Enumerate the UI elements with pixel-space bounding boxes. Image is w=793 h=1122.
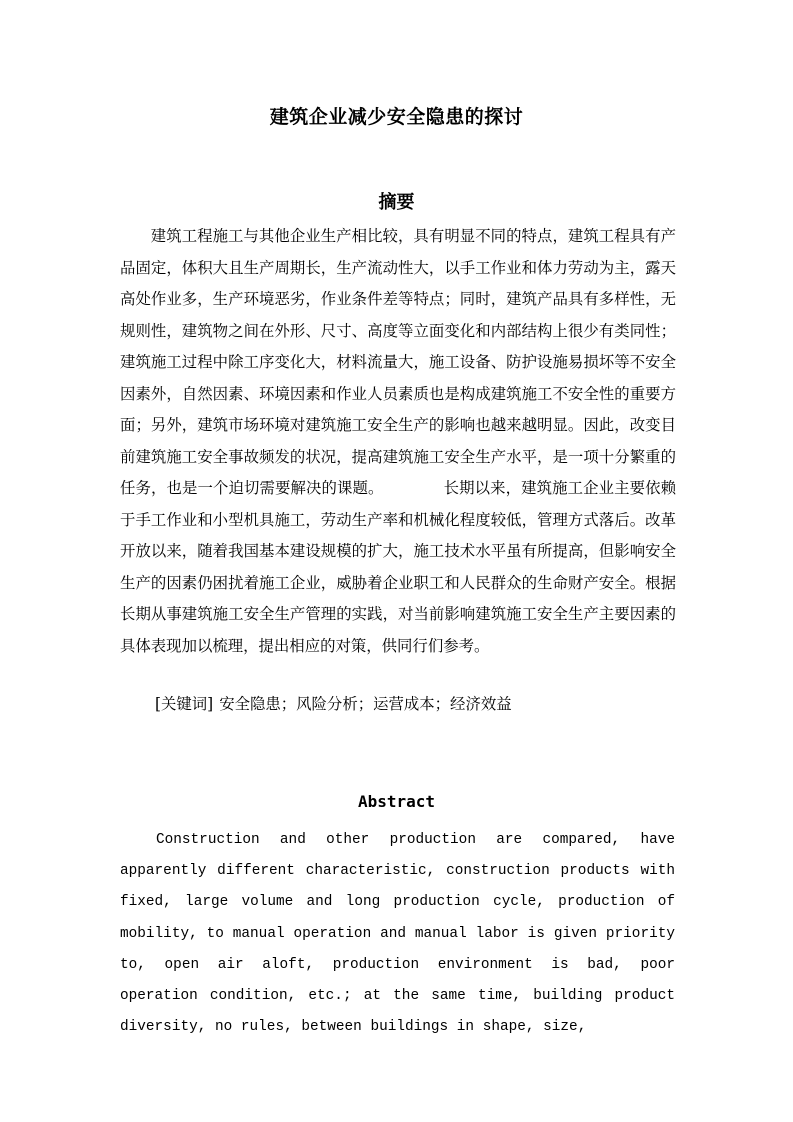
abstract-cn-paragraph <box>120 221 676 662</box>
keywords-text: 安全隐患；风险分析；运营成本；经济效益 <box>219 695 512 713</box>
abstract-cn-text-part1: 建筑工程施工与其他企业生产相比较，具有明显不同的特点，建筑工程具有产品固定，体积大且生产周期长，生产流动性大，以手工作业和体力劳动为主，露天高处作业多，生产环境恶劣，作业条件差等特点；同时，建筑产品具有多样性，无规则性，建筑物之间在外形、尺寸、高度等立面变化和内部结构上很少有类同性；建筑施工过程中除工序变化大，材料流量大，施工设备、防护设施易损坏等不安全因素外，自然因素、环境因素和作业人员素质也是构成建筑施工不安全性的重要方面；另外，建筑市场环境对建筑施工安全生产的影响也越来越明显。因此，改变目前建筑施工安全事故频发的状况，提高建筑施工安全生产水平，是一项十分繁重的任务，也是一个迫切需要解决的课题。 <box>120 227 676 497</box>
keywords-line <box>155 690 675 718</box>
abstract-en-heading: Abstract <box>357 792 436 811</box>
document-title: 建筑企业减少安全隐患的探讨 <box>269 106 524 128</box>
abstract-cn-text-part2: 长期以来，建筑施工企业主要依赖于手工作业和小型机具施工，劳动生产率和机械化程度较低，管理方式落后。改革开放以来，随着我国基本建设规模的扩大，施工技术水平虽有所提高，但影响安全生产的因素仍困扰着施工企业，威胁着企业职工和人民群众的生命财产安全。根据长期从事建筑施工安全生产管理的实践，对当前影响建筑施工安全生产主要因素的具体表现加以梳理，提出相应的对策，供同行们参考。 <box>120 479 676 655</box>
abstract-cn-heading: 摘要 <box>378 192 415 213</box>
abstract-en-paragraph: Construction and other production are compared, have apparently different characteristic, construction products with fixed, large volume and long production cycle, production of mobility, to manual operation and manual labor is given priority to, open air aloft, production environment is bad, poor operation condition, etc.; at the same time, building product diversity, no rules, between buildings in shape, size, <box>120 832 675 1036</box>
keywords-label: [关键词] <box>155 695 214 713</box>
